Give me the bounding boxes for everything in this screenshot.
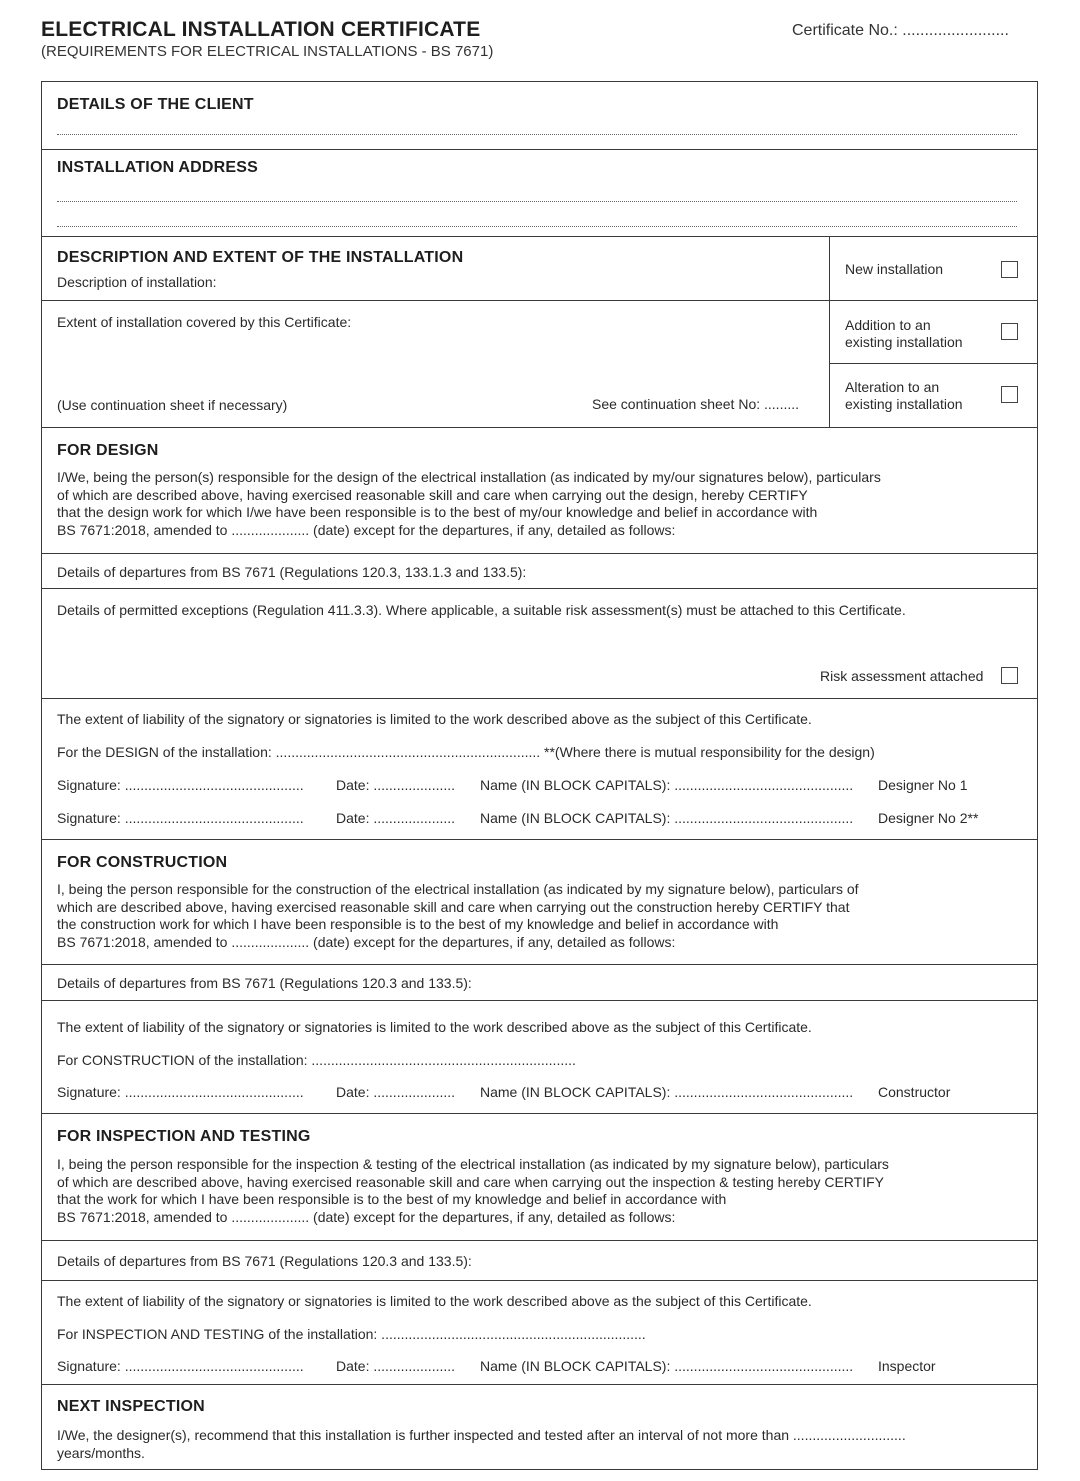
next-inspection-text: I/We, the designer(s), recommend that this installation is further inspected and tested after an interval of not more than ............................. years/months.	[57, 1427, 906, 1461]
inspection-heading: FOR INSPECTION AND TESTING	[57, 1128, 311, 1145]
inspector-name-field[interactable]: Name (IN BLOCK CAPITALS): ..............................................	[480, 1358, 854, 1374]
design-section	[42, 428, 1037, 554]
next-inspection-heading: NEXT INSPECTION	[57, 1398, 205, 1415]
option-new-installation-checkbox[interactable]	[1001, 261, 1018, 278]
construction-departures-section	[42, 965, 1037, 1001]
description-row-divider	[42, 300, 829, 301]
inspection-liability-text: The extent of liability of the signatory or signatories is limited to the work described above as the subject of this Certificate.	[57, 1293, 812, 1309]
inspection-responsibility-field[interactable]: For INSPECTION AND TESTING of the installation: ....................................................................	[57, 1326, 646, 1342]
designer2-signature-field[interactable]: Signature: ..............................................	[57, 810, 304, 826]
inspection-declaration: I, being the person responsible for the inspection & testing of the electrical installation (as indicated by my signature below), particulars of which are described above, having exercised reasonable skill and care when carrying out the inspection & testing hereby CERTIFY that the work for which I have been responsible is to the best of my knowledge and belief in accordance with BS 7671:2018, amended to .................... (date) except for the departures, if any, detailed as follows:	[57, 1156, 889, 1225]
construction-responsibility-field[interactable]: For CONSTRUCTION of the installation: ....................................................................	[57, 1052, 576, 1068]
address-line-2[interactable]	[57, 226, 1017, 227]
address-heading: INSTALLATION ADDRESS	[57, 159, 259, 176]
certificate-form	[41, 81, 1038, 1470]
construction-liability-text: The extent of liability of the signatory or signatories is limited to the work described above as the subject of this Certificate.	[57, 1019, 812, 1035]
design-departures-label: Details of departures from BS 7671 (Regulations 120.3, 133.1.3 and 133.5):	[57, 564, 527, 580]
certificate-number-field[interactable]: Certificate No.: ........................	[792, 22, 1009, 39]
design-declaration: I/We, being the person(s) responsible for the design of the electrical installation (as indicated by my/our signatures below), particulars of which are described above, having exercised reasonable skill and care when carrying out the design, hereby CERTIFY that the design work for which I/we have been responsible is to the best of my/our knowledge and belief in accordance with BS 7671:2018, amended to .................... (date) except for the departures, if any, detailed as follows:	[57, 469, 881, 538]
certificate-title: ELECTRICAL INSTALLATION CERTIFICATE	[41, 18, 481, 41]
designer1-signature-field[interactable]: Signature: ..............................................	[57, 777, 304, 793]
design-responsibility-field[interactable]: For the DESIGN of the installation: .................................................................... **(Where there is mutual responsibility for the design)	[57, 744, 875, 760]
option-alteration-checkbox[interactable]	[1001, 386, 1018, 403]
risk-assessment-checkbox[interactable]	[1001, 667, 1018, 684]
designer2-name-field[interactable]: Name (IN BLOCK CAPITALS): ..............................................	[480, 810, 854, 826]
designer1-role: Designer No 1	[878, 777, 968, 793]
description-heading: DESCRIPTION AND EXTENT OF THE INSTALLATION	[57, 249, 464, 266]
option-addition-label: Addition to an existing installation	[845, 317, 963, 350]
design-heading: FOR DESIGN	[57, 442, 159, 459]
description-label: Description of installation:	[57, 274, 217, 290]
inspection-departures-label: Details of departures from BS 7671 (Regulations 120.3 and 133.5):	[57, 1253, 472, 1269]
constructor-name-field[interactable]: Name (IN BLOCK CAPITALS): ..............................................	[480, 1084, 854, 1100]
designer2-role: Designer No 2**	[878, 810, 979, 826]
design-exceptions-section	[42, 589, 1037, 699]
address-section	[42, 150, 1037, 237]
designer2-date-field[interactable]: Date: .....................	[336, 810, 456, 826]
design-exceptions-label: Details of permitted exceptions (Regulation 411.3.3). Where applicable, a suitable risk assessment(s) must be attached to this Certificate.	[57, 602, 906, 618]
construction-section	[42, 840, 1037, 965]
option-divider-1	[829, 300, 1037, 301]
constructor-role: Constructor	[878, 1084, 951, 1100]
design-signatures-section	[42, 699, 1037, 840]
option-divider-2	[829, 363, 1037, 364]
continuation-sheet-field[interactable]: See continuation sheet No: .........	[592, 396, 800, 412]
construction-heading: FOR CONSTRUCTION	[57, 854, 228, 871]
design-departures-section	[42, 554, 1037, 589]
design-liability-text: The extent of liability of the signatory or signatories is limited to the work described above as the subject of this Certificate.	[57, 711, 812, 727]
constructor-signature-field[interactable]: Signature: ..............................................	[57, 1084, 304, 1100]
extent-label: Extent of installation covered by this Certificate:	[57, 314, 352, 330]
construction-declaration: I, being the person responsible for the construction of the electrical installation (as indicated by my signature below), particulars of which are described above, having exercised reasonable skill and care when carrying out the construction hereby CERTIFY that the construction work for which I have been responsible is to the best of my knowledge and belief in accordance with BS 7671:2018, amended to .................... (date) except for the departures, if any, detailed as follows:	[57, 881, 859, 950]
designer1-date-field[interactable]: Date: .....................	[336, 777, 456, 793]
inspector-role: Inspector	[878, 1358, 936, 1374]
inspector-signature-field[interactable]: Signature: ..............................................	[57, 1358, 304, 1374]
risk-assessment-label: Risk assessment attached	[820, 668, 984, 684]
continuation-note: (Use continuation sheet if necessary)	[57, 397, 288, 413]
client-details-line[interactable]	[57, 134, 1017, 135]
description-divider	[829, 237, 830, 427]
inspection-signatures-section	[42, 1281, 1037, 1385]
inspection-section	[42, 1114, 1037, 1241]
client-section	[42, 82, 1037, 150]
next-inspection-section	[42, 1385, 1037, 1469]
certificate-subtitle: (REQUIREMENTS FOR ELECTRICAL INSTALLATIONS - BS 7671)	[41, 43, 494, 60]
option-addition-checkbox[interactable]	[1001, 323, 1018, 340]
inspector-date-field[interactable]: Date: .....................	[336, 1358, 456, 1374]
construction-signatures-section	[42, 1001, 1037, 1114]
designer1-name-field[interactable]: Name (IN BLOCK CAPITALS): ..............................................	[480, 777, 854, 793]
constructor-date-field[interactable]: Date: .....................	[336, 1084, 456, 1100]
option-new-installation-label: New installation	[845, 261, 944, 277]
option-alteration-label: Alteration to an existing installation	[845, 379, 963, 412]
client-heading: DETAILS OF THE CLIENT	[57, 96, 254, 113]
inspection-departures-section	[42, 1241, 1037, 1281]
description-section	[42, 237, 1037, 428]
address-line-1[interactable]	[57, 201, 1017, 202]
construction-departures-label: Details of departures from BS 7671 (Regulations 120.3 and 133.5):	[57, 975, 472, 991]
